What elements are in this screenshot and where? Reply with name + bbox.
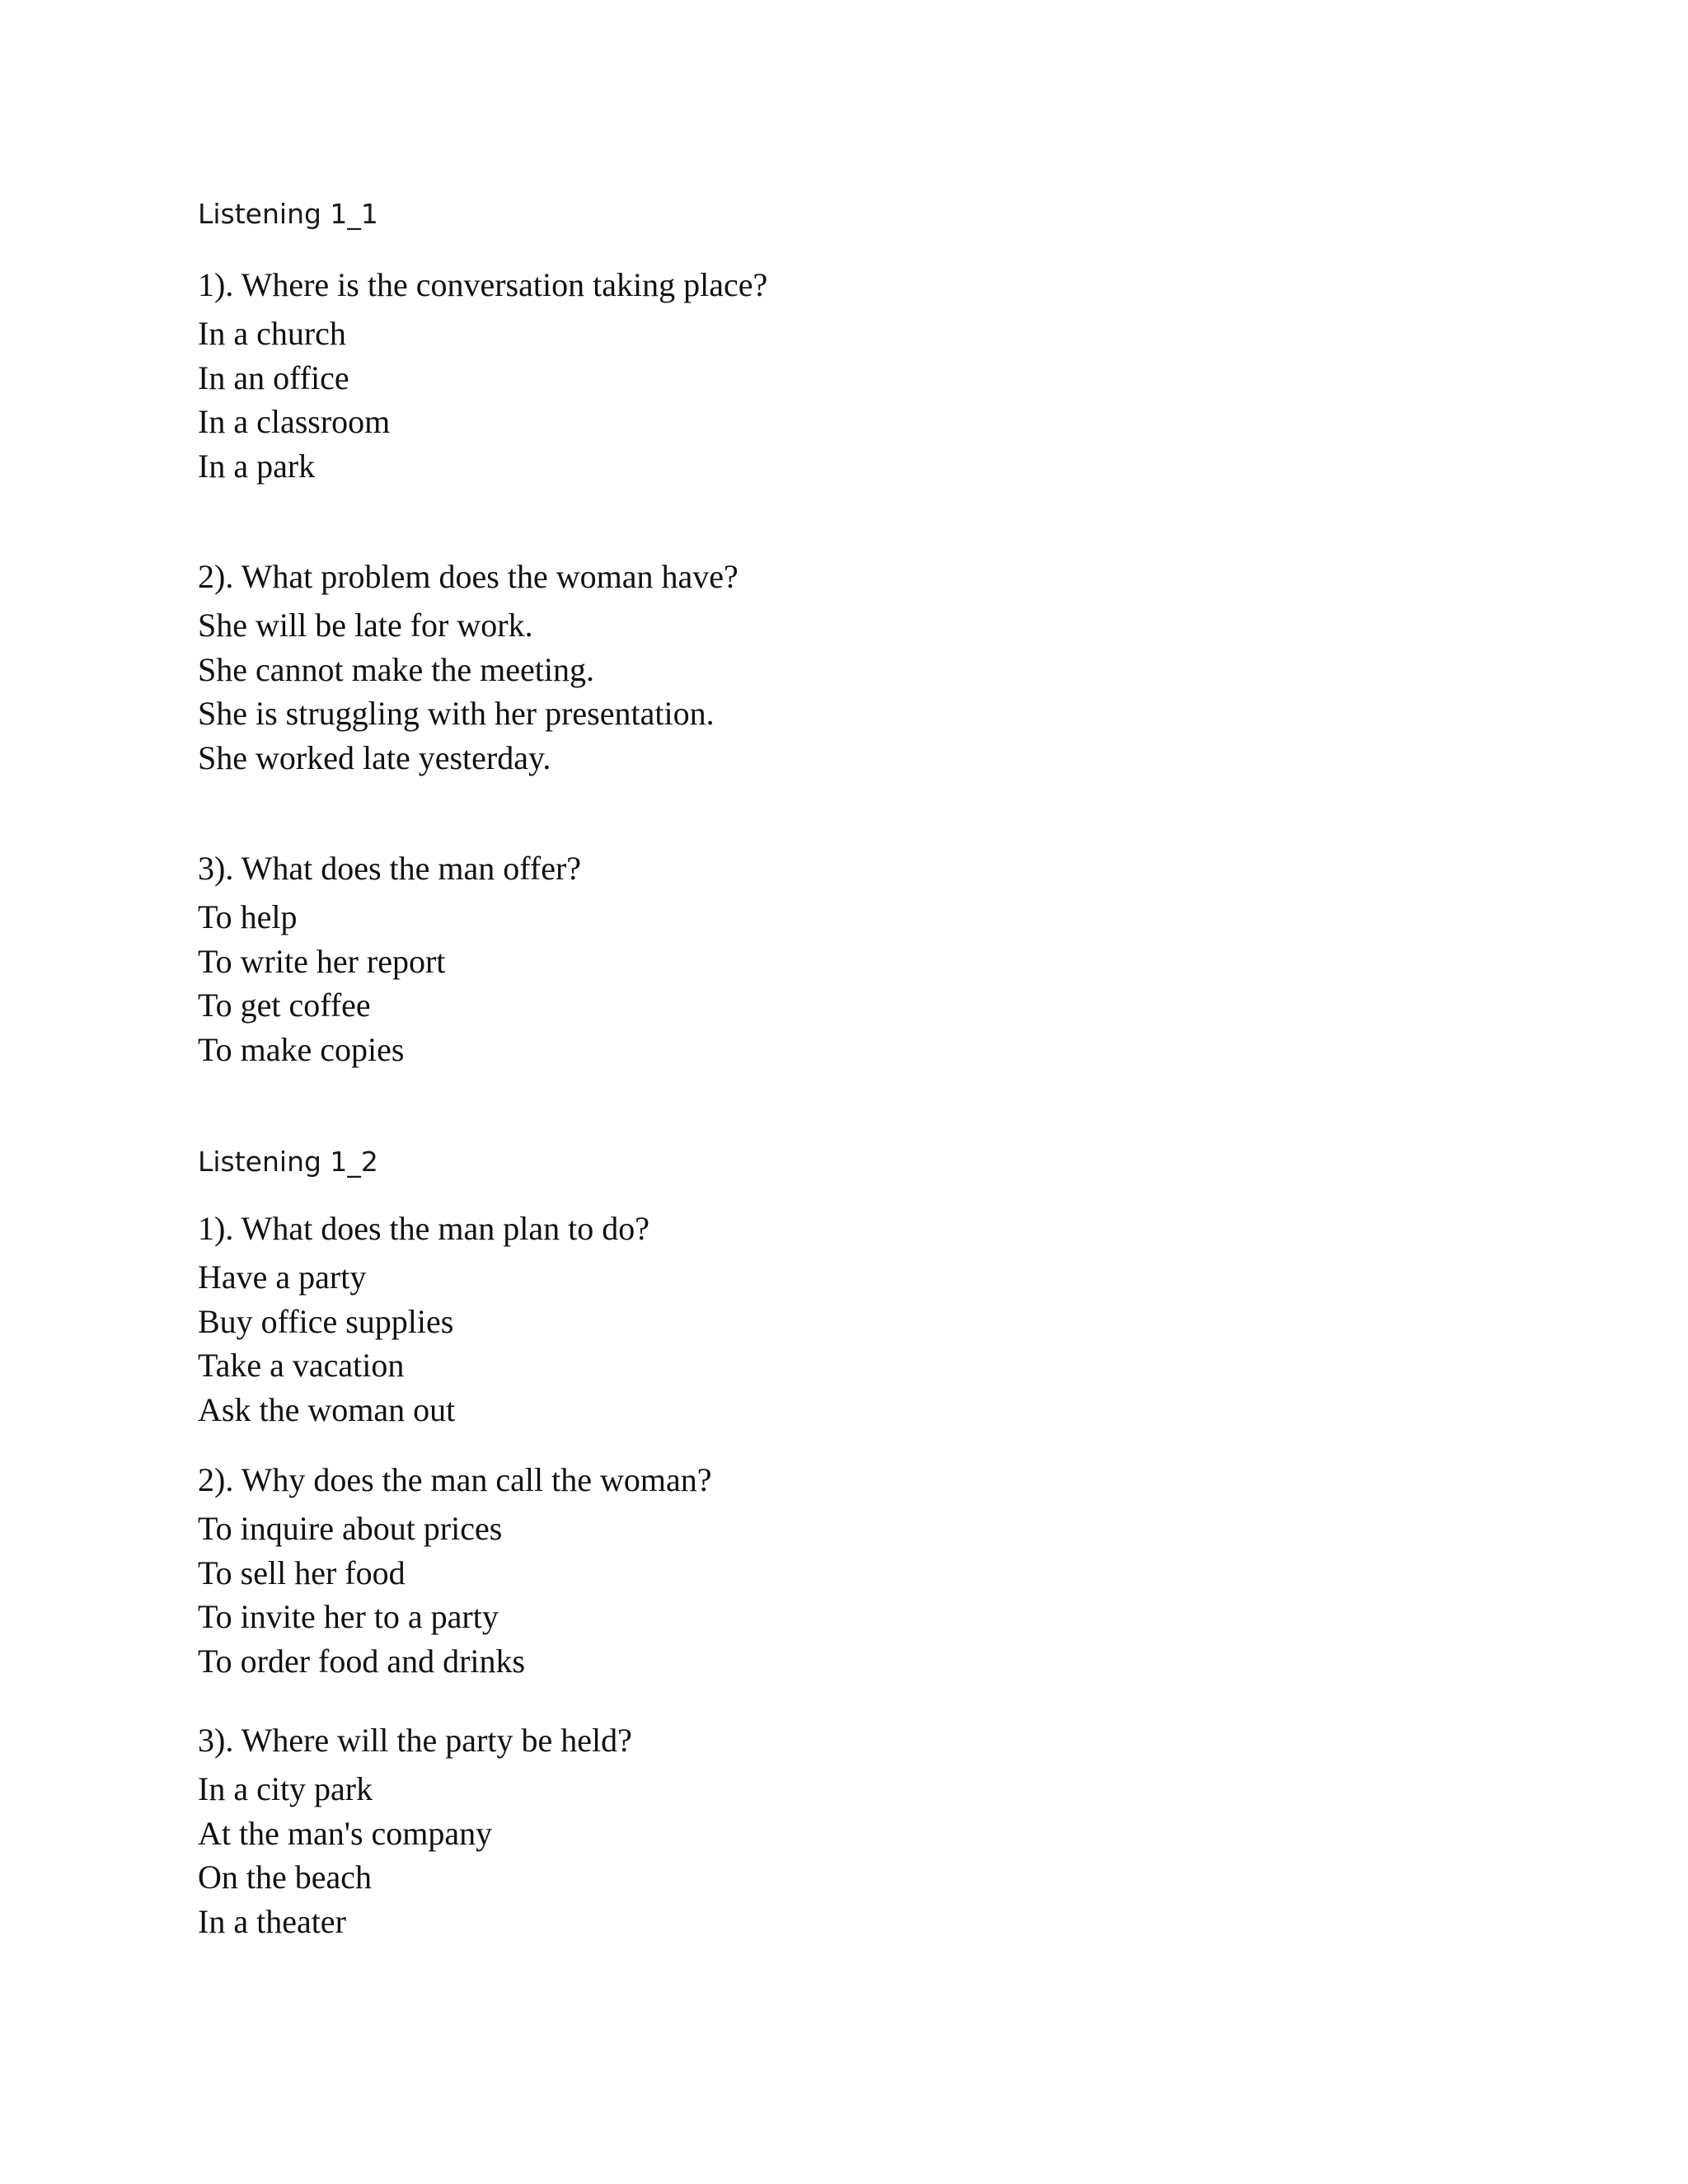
options-1-1-3	[198, 895, 445, 1071]
option: To inquire about prices	[198, 1510, 503, 1547]
option: To sell her food	[198, 1554, 406, 1591]
question-1-1-3: 3). What does the man offer?	[198, 850, 582, 887]
option: Ask the woman out	[198, 1390, 456, 1428]
question-1-2-3: 3). Where will the party be held?	[198, 1722, 632, 1759]
options-1-2-2	[198, 1507, 525, 1683]
option: In a theater	[198, 1902, 346, 1940]
question-1-2-2: 2). Why does the man call the woman?	[198, 1461, 712, 1498]
option: To write her report	[198, 942, 446, 980]
section-title-listening-1-2: Listening 1_2	[198, 1146, 378, 1178]
question-1-2-1: 1). What does the man plan to do?	[198, 1210, 650, 1247]
option: In a church	[198, 315, 346, 352]
option: In an office	[198, 359, 349, 396]
option: To order food and drinks	[198, 1642, 526, 1680]
question-1-1-1: 1). Where is the conversation taking place?	[198, 266, 768, 303]
option: Take a vacation	[198, 1347, 405, 1384]
options-1-1-2	[198, 603, 715, 780]
option: In a park	[198, 447, 316, 485]
option: She worked late yesterday.	[198, 738, 551, 776]
section-title-listening-1-1: Listening 1_1	[198, 198, 378, 230]
option: To help	[198, 898, 298, 935]
option: On the beach	[198, 1858, 373, 1896]
options-1-2-1	[198, 1255, 455, 1432]
option: In a city park	[198, 1770, 373, 1807]
option: She cannot make the meeting.	[198, 650, 594, 688]
option: To invite her to a party	[198, 1598, 499, 1635]
option: Buy office supplies	[198, 1302, 454, 1340]
option: Have a party	[198, 1258, 367, 1296]
option: At the man's company	[198, 1814, 493, 1852]
question-1-1-2: 2). What problem does the woman have?	[198, 558, 738, 595]
option: To get coffee	[198, 987, 371, 1024]
option: She will be late for work.	[198, 607, 533, 644]
options-1-1-1	[198, 312, 390, 488]
option: In a classroom	[198, 403, 391, 440]
options-1-2-3	[198, 1767, 492, 1943]
option: She is struggling with her presentation.	[198, 695, 715, 732]
option: To make copies	[198, 1030, 405, 1068]
